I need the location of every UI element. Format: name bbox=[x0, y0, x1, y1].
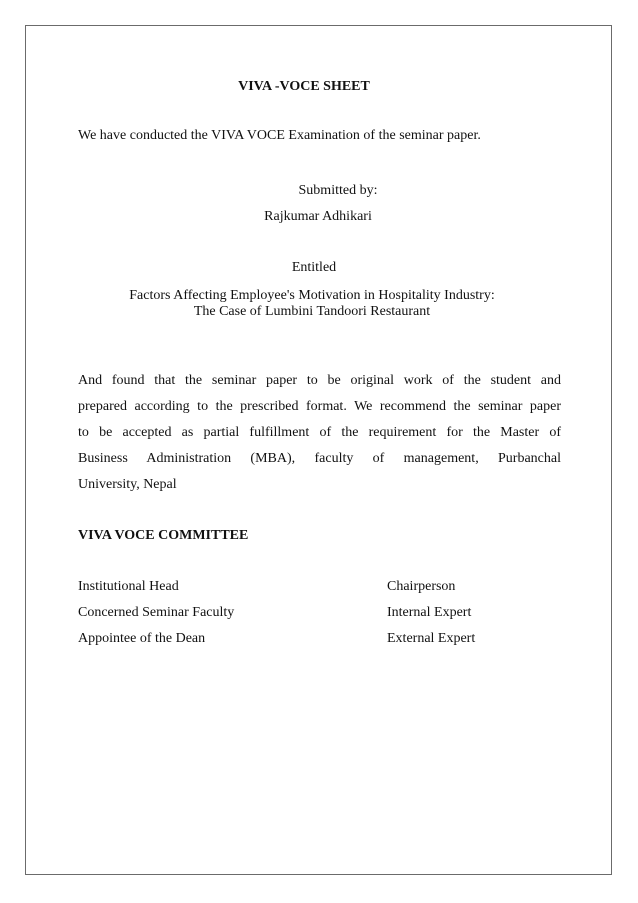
paper-title-line-2: The Case of Lumbini Tandoori Restaurant bbox=[193, 304, 431, 319]
committee-position: Appointee of the Dean bbox=[78, 631, 206, 646]
submitted-by-label: Submitted by: bbox=[298, 183, 378, 198]
paragraph-line: to be accepted as partial fulfillment of the requirement for the Master of bbox=[78, 425, 561, 440]
committee-heading: VIVA VOCE COMMITTEE bbox=[78, 528, 249, 543]
intro-text: We have conducted the VIVA VOCE Examination of the seminar paper. bbox=[78, 128, 481, 143]
committee-role: Internal Expert bbox=[387, 605, 472, 620]
approval-paragraph bbox=[78, 368, 561, 498]
paragraph-line: Business Administration (MBA), faculty of management, Purbanchal bbox=[78, 451, 561, 466]
committee-role: Chairperson bbox=[387, 579, 456, 594]
entitled-label: Entitled bbox=[291, 260, 337, 275]
committee-position: Institutional Head bbox=[78, 579, 179, 594]
author-name: Rajkumar Adhikari bbox=[264, 209, 372, 224]
paragraph-line: And found that the seminar paper to be original work of the student and bbox=[78, 373, 561, 388]
paragraph-line: prepared according to the prescribed format. We recommend the seminar paper bbox=[78, 399, 561, 414]
page-title: VIVA -VOCE SHEET bbox=[238, 79, 370, 94]
paragraph-line: University, Nepal bbox=[78, 477, 177, 492]
committee-role: External Expert bbox=[387, 631, 476, 646]
committee-position: Concerned Seminar Faculty bbox=[78, 605, 235, 620]
paper-title-line-1: Factors Affecting Employee's Motivation in Hospitality Industry: bbox=[129, 288, 495, 303]
